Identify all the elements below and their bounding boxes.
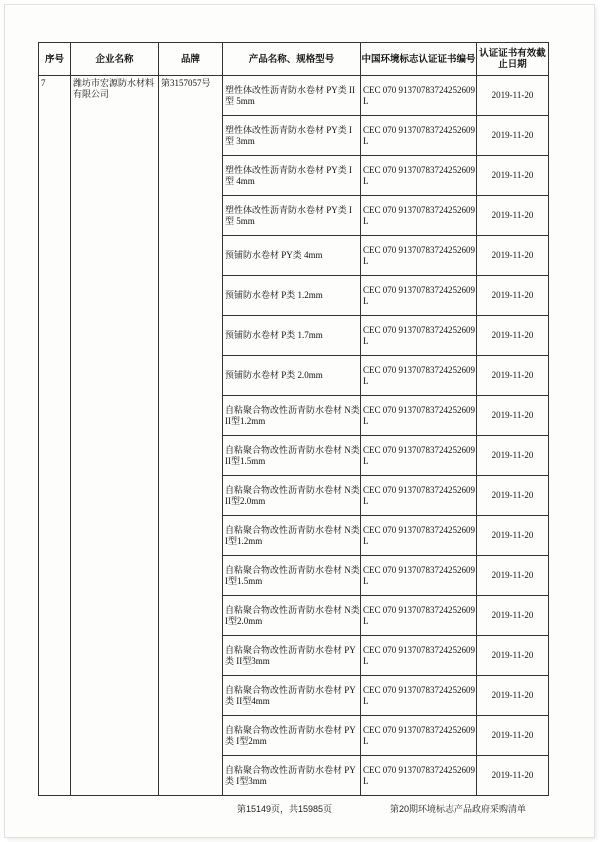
brand-cell: 第3157057号 [159,76,223,796]
cert-number-cell: CEC 070 91370783724252609L [361,316,477,356]
table-body [39,76,549,796]
cert-number-cell: CEC 070 91370783724252609L [361,676,477,716]
expiry-date-cell: 2019-11-20 [477,156,549,196]
cert-number-cell: CEC 070 91370783724252609L [361,76,477,116]
cert-number-cell: CEC 070 91370783724252609L [361,636,477,676]
product-cell: 自粘聚合物改性沥青防水卷材 N类 II型1.5mm [223,436,361,476]
expiry-date-cell: 2019-11-20 [477,396,549,436]
expiry-date-cell: 2019-11-20 [477,516,549,556]
cert-number-cell: CEC 070 91370783724252609L [361,556,477,596]
expiry-date-cell: 2019-11-20 [477,196,549,236]
cert-number-cell: CEC 070 91370783724252609L [361,596,477,636]
expiry-date-cell: 2019-11-20 [477,436,549,476]
product-cell: 自粘聚合物改性沥青防水卷材 N类 I型1.2mm [223,516,361,556]
expiry-date-cell: 2019-11-20 [477,116,549,156]
product-cell: 预铺防水卷材 P类 1.7mm [223,316,361,356]
expiry-date-cell: 2019-11-20 [477,76,549,116]
cert-number-cell: CEC 070 91370783724252609L [361,436,477,476]
seq-cell: 7 [39,76,71,796]
expiry-date-cell: 2019-11-20 [477,596,549,636]
product-cell: 预铺防水卷材 PY类 4mm [223,236,361,276]
header-cert-no: 中国环境标志认证证书编号 [361,43,477,76]
expiry-date-cell: 2019-11-20 [477,676,549,716]
table-header-row [39,43,549,76]
product-cell: 预铺防水卷材 P类 1.2mm [223,276,361,316]
expiry-date-cell: 2019-11-20 [477,756,549,796]
cert-number-cell: CEC 070 91370783724252609L [361,236,477,276]
cert-number-cell: CEC 070 91370783724252609L [361,116,477,156]
document-page [5,5,594,837]
product-cell: 预铺防水卷材 P类 2.0mm [223,356,361,396]
footer-page-number: 第15149页，共15985页 [237,804,333,814]
product-cell: 塑性体改性沥青防水卷材 PY类 II型 5mm [223,76,361,116]
header-brand: 品牌 [159,43,223,76]
expiry-date-cell: 2019-11-20 [477,356,549,396]
page-footer [5,802,600,816]
product-cell: 自粘聚合物改性沥青防水卷材 N类 II型1.2mm [223,396,361,436]
expiry-date-cell: 2019-11-20 [477,276,549,316]
cert-number-cell: CEC 070 91370783724252609L [361,356,477,396]
cert-number-cell: CEC 070 91370783724252609L [361,716,477,756]
header-seq: 序号 [39,43,71,76]
product-cell: 塑性体改性沥青防水卷材 PY类 I型 5mm [223,196,361,236]
cert-number-cell: CEC 070 91370783724252609L [361,476,477,516]
cert-number-cell: CEC 070 91370783724252609L [361,516,477,556]
product-cell: 自粘聚合物改性沥青防水卷材 PY类 II型3mm [223,636,361,676]
certification-table [38,42,549,796]
product-cell: 自粘聚合物改性沥青防水卷材 N类 II型2.0mm [223,476,361,516]
header-product: 产品名称、规格型号 [223,43,361,76]
footer-issue-title: 第20期环境标志产品政府采购清单 [390,804,527,814]
expiry-date-cell: 2019-11-20 [477,716,549,756]
header-expiry: 认证证书有效截止日期 [477,43,549,76]
company-cell: 潍坊市宏源防水材料有限公司 [71,76,159,796]
product-cell: 自粘聚合物改性沥青防水卷材 N类 I型2.0mm [223,596,361,636]
cert-number-cell: CEC 070 91370783724252609L [361,156,477,196]
product-cell: 塑性体改性沥青防水卷材 PY类 I型 4mm [223,156,361,196]
product-cell: 塑性体改性沥青防水卷材 PY类 I型 3mm [223,116,361,156]
product-cell: 自粘聚合物改性沥青防水卷材 PY类 II型4mm [223,676,361,716]
cert-number-cell: CEC 070 91370783724252609L [361,396,477,436]
expiry-date-cell: 2019-11-20 [477,316,549,356]
cert-number-cell: CEC 070 91370783724252609L [361,756,477,796]
expiry-date-cell: 2019-11-20 [477,236,549,276]
table-row [39,76,549,116]
cert-number-cell: CEC 070 91370783724252609L [361,276,477,316]
product-cell: 自粘聚合物改性沥青防水卷材 PY类 I型3mm [223,756,361,796]
expiry-date-cell: 2019-11-20 [477,556,549,596]
product-cell: 自粘聚合物改性沥青防水卷材 N类 I型1.5mm [223,556,361,596]
cert-number-cell: CEC 070 91370783724252609L [361,196,477,236]
expiry-date-cell: 2019-11-20 [477,476,549,516]
expiry-date-cell: 2019-11-20 [477,636,549,676]
header-company: 企业名称 [71,43,159,76]
product-cell: 自粘聚合物改性沥青防水卷材 PY类 I型2mm [223,716,361,756]
